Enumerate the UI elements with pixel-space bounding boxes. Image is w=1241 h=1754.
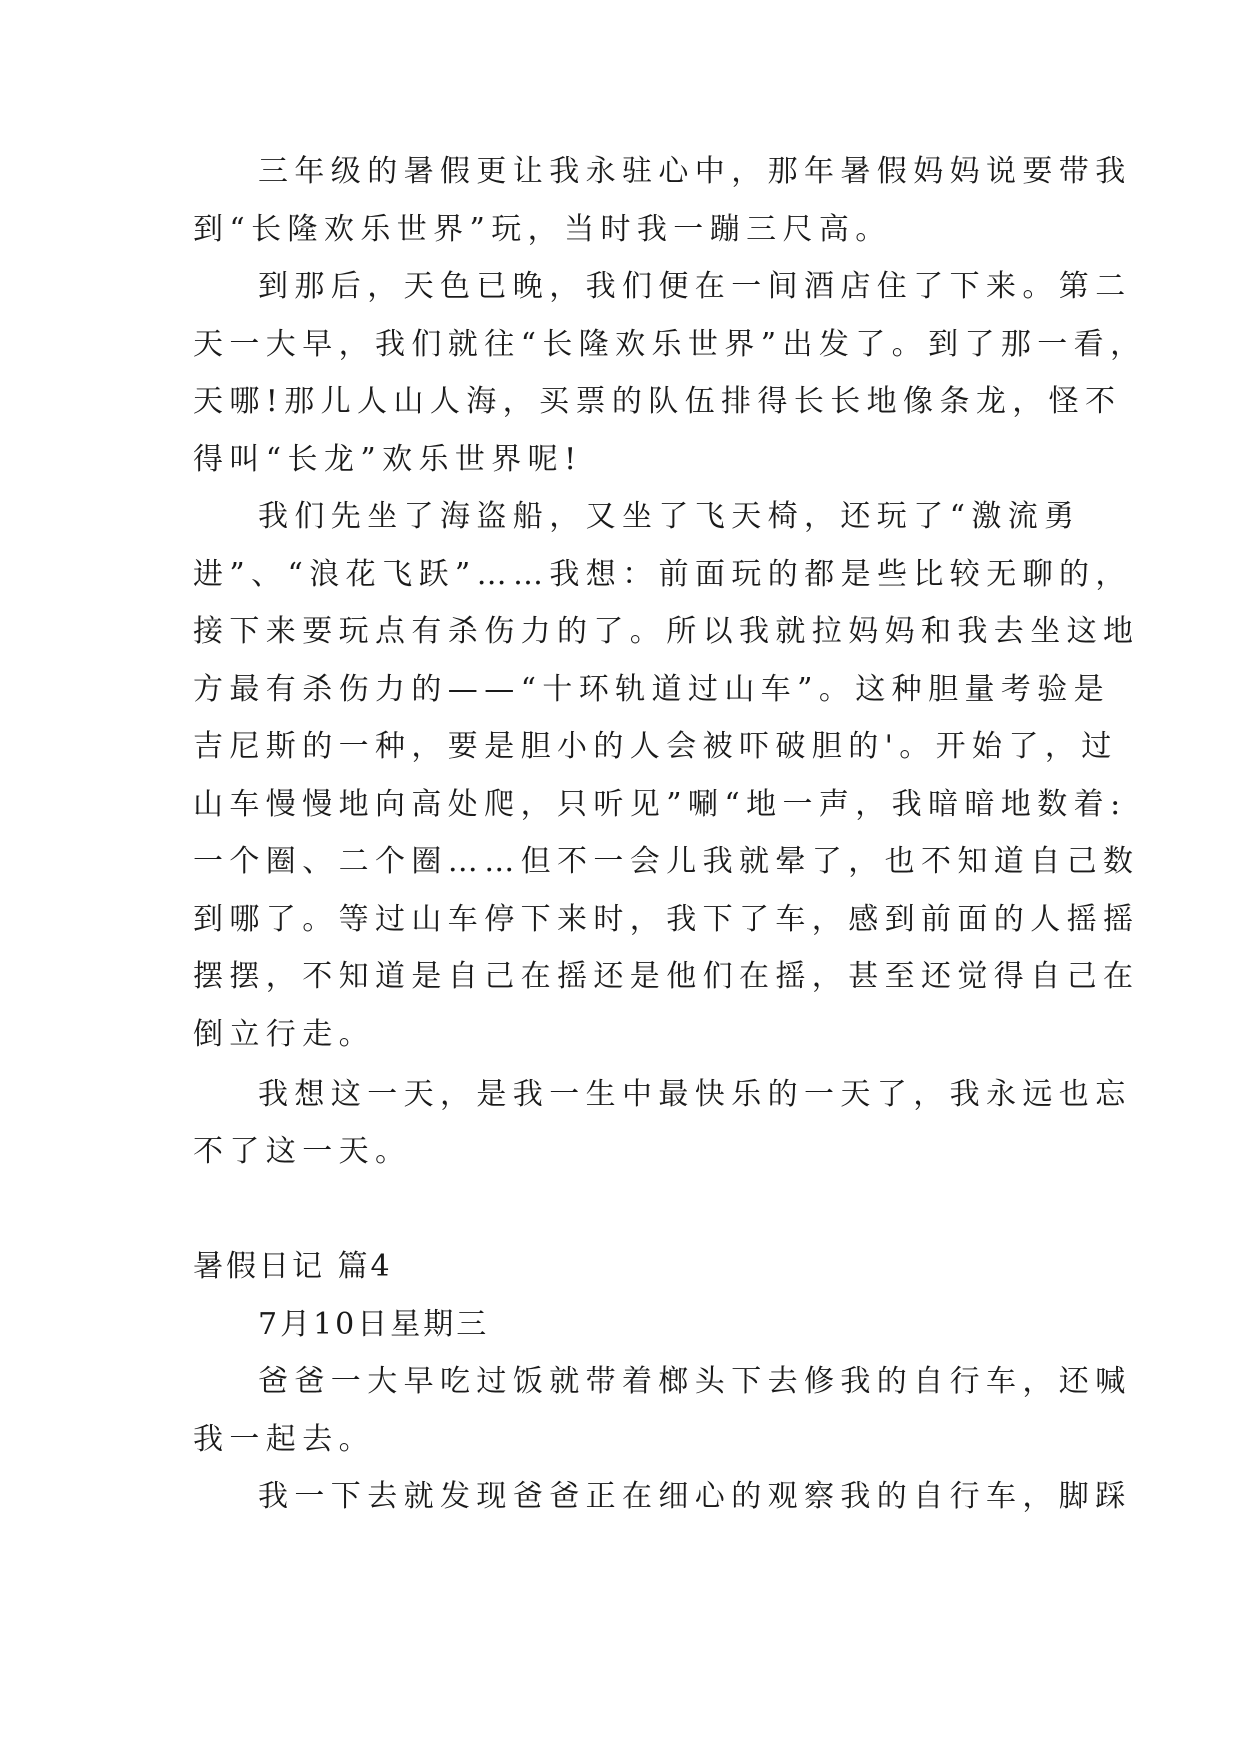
paragraph-3-line-6: 山车慢慢地向高处爬，只听见”唰“地一声，我暗暗地数着: bbox=[193, 787, 1127, 822]
paragraph-3-line-10: 倒立行走。 bbox=[193, 1017, 375, 1052]
paragraph-3-line-1: 我们先坐了海盗船，又坐了飞天椅，还玩了“激流勇 bbox=[258, 499, 1081, 534]
paragraph-3-line-2: 进”、“浪花飞跃”……我想：前面玩的都是些比较无聊的， bbox=[193, 557, 1132, 592]
date-line: 7月10日星期三 bbox=[258, 1307, 490, 1342]
paragraph-1-line-2: 到“长隆欢乐世界”玩，当时我一蹦三尺高。 bbox=[193, 212, 892, 247]
paragraph-2-line-3: 天哪!那儿人山人海，买票的队伍排得长长地像条龙，怪不 bbox=[193, 384, 1122, 419]
paragraph-3-line-4: 方最有杀伤力的——“十环轨道过山车”。这种胆量考验是 bbox=[193, 672, 1111, 707]
paragraph-5-line-1: 爸爸一大早吃过饭就带着榔头下去修我的自行车，还喊 bbox=[258, 1364, 1132, 1399]
paragraph-4-line-1: 我想这一天，是我一生中最快乐的一天了，我永远也忘 bbox=[258, 1077, 1132, 1112]
paragraph-3-line-9: 摆摆，不知道是自己在摇还是他们在摇，甚至还觉得自己在 bbox=[193, 959, 1140, 994]
paragraph-4-line-2: 不了这一天。 bbox=[193, 1134, 412, 1169]
paragraph-3-line-8: 到哪了。等过山车停下来时，我下了车，感到前面的人摇摇 bbox=[193, 902, 1140, 937]
paragraph-2-line-2: 天一大早，我们就往“长隆欢乐世界”出发了。到了那一看， bbox=[193, 327, 1147, 362]
paragraph-2-line-4: 得叫“长龙”欢乐世界呢! bbox=[193, 442, 583, 477]
paragraph-3-line-7: 一个圈、二个圈……但不一会儿我就晕了，也不知道自己数 bbox=[193, 844, 1140, 879]
paragraph-3-line-3: 接下来要玩点有杀伤力的了。所以我就拉妈妈和我去坐这地 bbox=[193, 614, 1140, 649]
paragraph-5-line-2: 我一起去。 bbox=[193, 1422, 375, 1457]
paragraph-6-line-1: 我一下去就发现爸爸正在细心的观察我的自行车，脚踩 bbox=[258, 1479, 1132, 1514]
paragraph-3-line-5: 吉尼斯的一种，要是胆小的人会被吓破胆的'。开始了，过 bbox=[193, 729, 1118, 764]
section-heading: 暑假日记 篇4 bbox=[193, 1249, 393, 1284]
paragraph-2-line-1: 到那后，天色已晚，我们便在一间酒店住了下来。第二 bbox=[258, 269, 1132, 304]
paragraph-1-line-1: 三年级的暑假更让我永驻心中，那年暑假妈妈说要带我 bbox=[258, 154, 1132, 189]
